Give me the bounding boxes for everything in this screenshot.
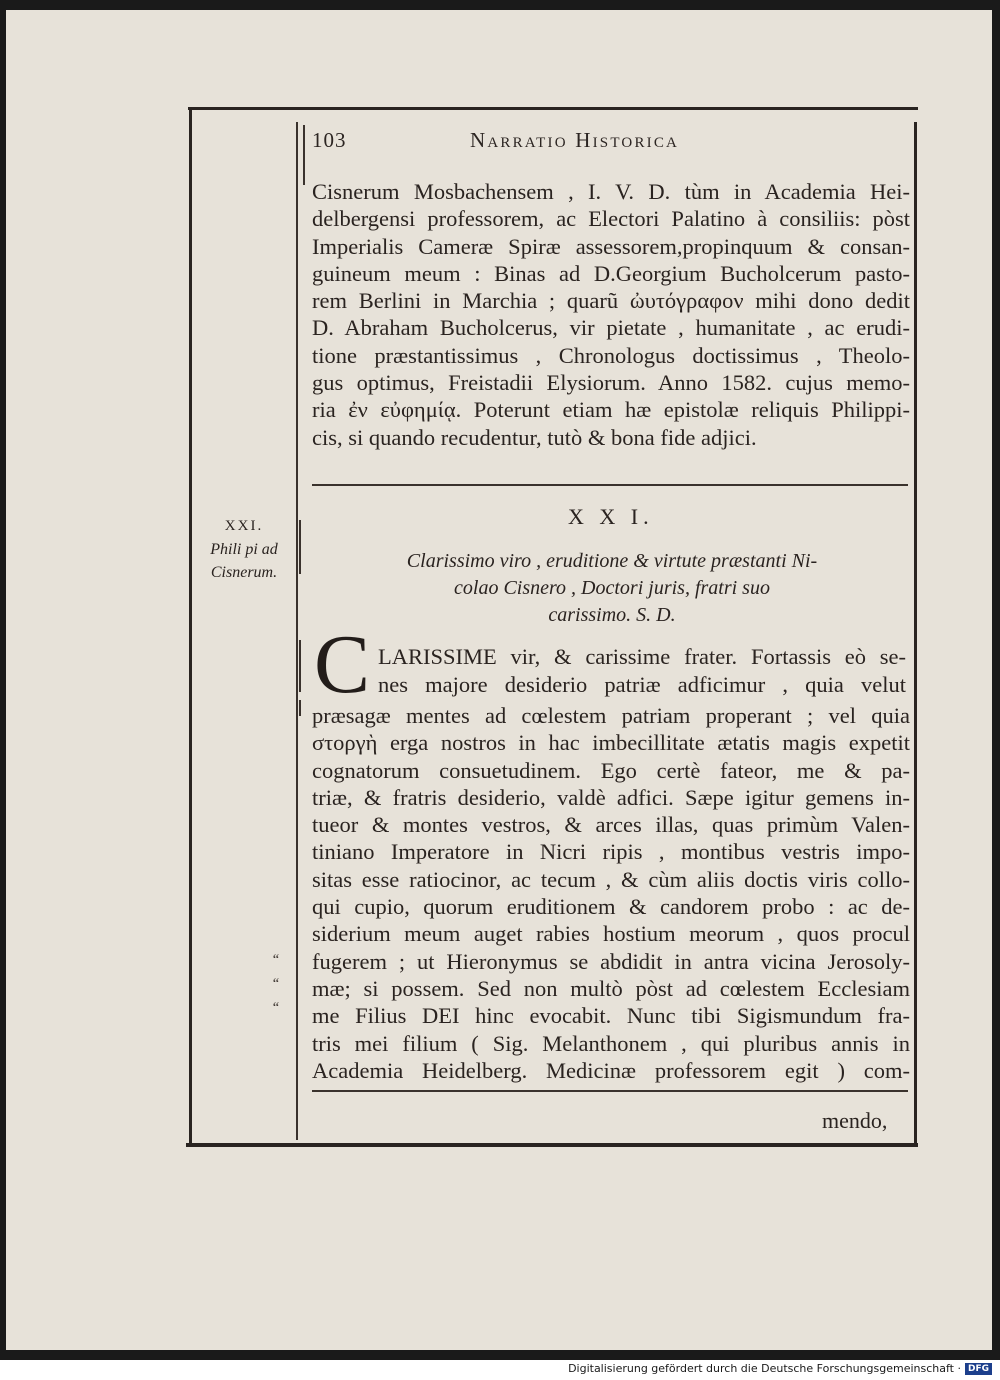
frame-bottom-rule: [186, 1143, 918, 1147]
bottom-text-rule: [312, 1090, 908, 1092]
digitization-credit: [568, 1362, 992, 1375]
salutation: [312, 548, 912, 629]
text-line: præsagæ mentes ad cœlestem patriam properant ; vel quia: [312, 703, 910, 728]
text-line: tris mei filium ( Sig. Melanthonem , qui pluribus annis in: [312, 1030, 910, 1056]
margin-divider-rule: [296, 122, 298, 1140]
text-line: fugerem ; ut Hieronymus se abdidit in antra vicina Jerosoly-: [312, 948, 910, 974]
text-line: Cisnerum Mosbachensem , I. V. D. tùm in Academia Hei-: [312, 179, 910, 204]
text-line: cognatorum consuetudinem. Ego certè fateor, me & pa-: [312, 757, 910, 783]
text-line: me Filius DEI hinc evocabit. Nunc tibi Sigismundum fra-: [312, 1003, 910, 1029]
margin-note-line: Cisnerum.: [210, 564, 278, 581]
letter-first-line: LARISSIME vir, & carissime frater. Fortassis eò se-: [378, 644, 906, 669]
text-line: Imperialis Cameræ Spiræ assessorem,propinquum & consan-: [312, 233, 910, 259]
section-divider-rule: [312, 484, 908, 486]
text-line: sitas esse ratiocinor, ac tecum , & cùm aliis doctis viris collo-: [312, 866, 910, 892]
upper-paragraph: [312, 178, 910, 451]
text-line: στοργὴ erga nostros in hac imbecillitate ætatis magis expetit: [312, 730, 910, 756]
text-line: gus optimus, Freistadii Elysiorum. Anno 1582. cujus memo-: [312, 370, 910, 396]
catchword: mendo,: [822, 1108, 888, 1133]
text-line: tueor & montes vestros, & arces illas, quas primùm Valen-: [312, 812, 910, 838]
text-line: tione præstantissimus , Chronologus doctissimus , Theolo-: [312, 342, 910, 368]
text-line: cis, si quando recudentur, tutò & bona fide adjici.: [312, 424, 757, 450]
drop-cap: C: [314, 618, 371, 711]
page-number: 103: [312, 128, 347, 152]
letter-body: [312, 702, 910, 1084]
salutation-line: carissimo. S. D.: [548, 604, 676, 626]
text-line: rem Berlini in Marchia ; quarũ ὠυτόγραφον mihi dono dedit: [312, 288, 910, 314]
text-line: mæ; si possem. Sed non multò pòst ad cœlestem Ecclesiam: [312, 975, 910, 1001]
text-line: qui cupio, quorum eruditionem & candorem probo : ac de-: [312, 894, 910, 920]
margin-section-number: XXI.: [224, 518, 264, 534]
text-line: Academia Heidelberg. Medicinæ professorem egit ) com-: [312, 1057, 910, 1083]
text-line: D. Abraham Bucholcerus, vir pietate , humanitate , ac erudi-: [312, 315, 910, 341]
text-line: delbergensi professorem, ac Electori Palatino à consiliis: pòst: [312, 206, 910, 232]
dfg-logo: DFG: [965, 1363, 992, 1375]
quote-mark: ‘‘: [272, 1000, 279, 1016]
running-title: Narratio Historica: [470, 128, 680, 152]
text-line: guineum meum : Binas ad D.Georgium Bucholcerum pasto-: [312, 260, 910, 286]
text-line: triæ, & fratris desiderio, valdè adfici. Sæpe igitur gemens in-: [312, 784, 910, 810]
margin-tick: [299, 520, 301, 574]
frame-left-rule: [189, 108, 192, 1145]
margin-tick: [299, 700, 301, 716]
letter-second-line: nes majore desiderio patriæ adficimur , quia velut: [378, 672, 906, 697]
text-line: ria ἐν εὐφημίᾳ. Poterunt etiam hæ epistolæ reliquis Philippi-: [312, 397, 910, 423]
header-tick: [303, 125, 305, 185]
margin-tick: [299, 640, 301, 692]
frame-top-rule: [188, 107, 918, 110]
frame-right-rule: [914, 122, 917, 1144]
text-line: tiniano Imperatore in Nicri ripis , montibus vestris impo-: [312, 839, 910, 865]
section-number: X X I.: [568, 504, 654, 529]
credit-text: Digitalisierung gefördert durch die Deutsche Forschungsgemeinschaft ·: [568, 1362, 961, 1375]
quote-mark: ‘‘: [272, 976, 279, 992]
margin-note: [196, 514, 292, 584]
salutation-line: Clarissimo viro , eruditione & virtute præstanti Ni-: [406, 550, 818, 572]
salutation-line: colao Cisnero , Doctori juris, fratri suo: [454, 577, 770, 599]
quote-mark: ‘‘: [272, 952, 279, 968]
text-line: siderium meum auget rabies hostium meorum , quos procul: [312, 921, 910, 947]
margin-note-line: Phili pi ad: [210, 541, 278, 558]
